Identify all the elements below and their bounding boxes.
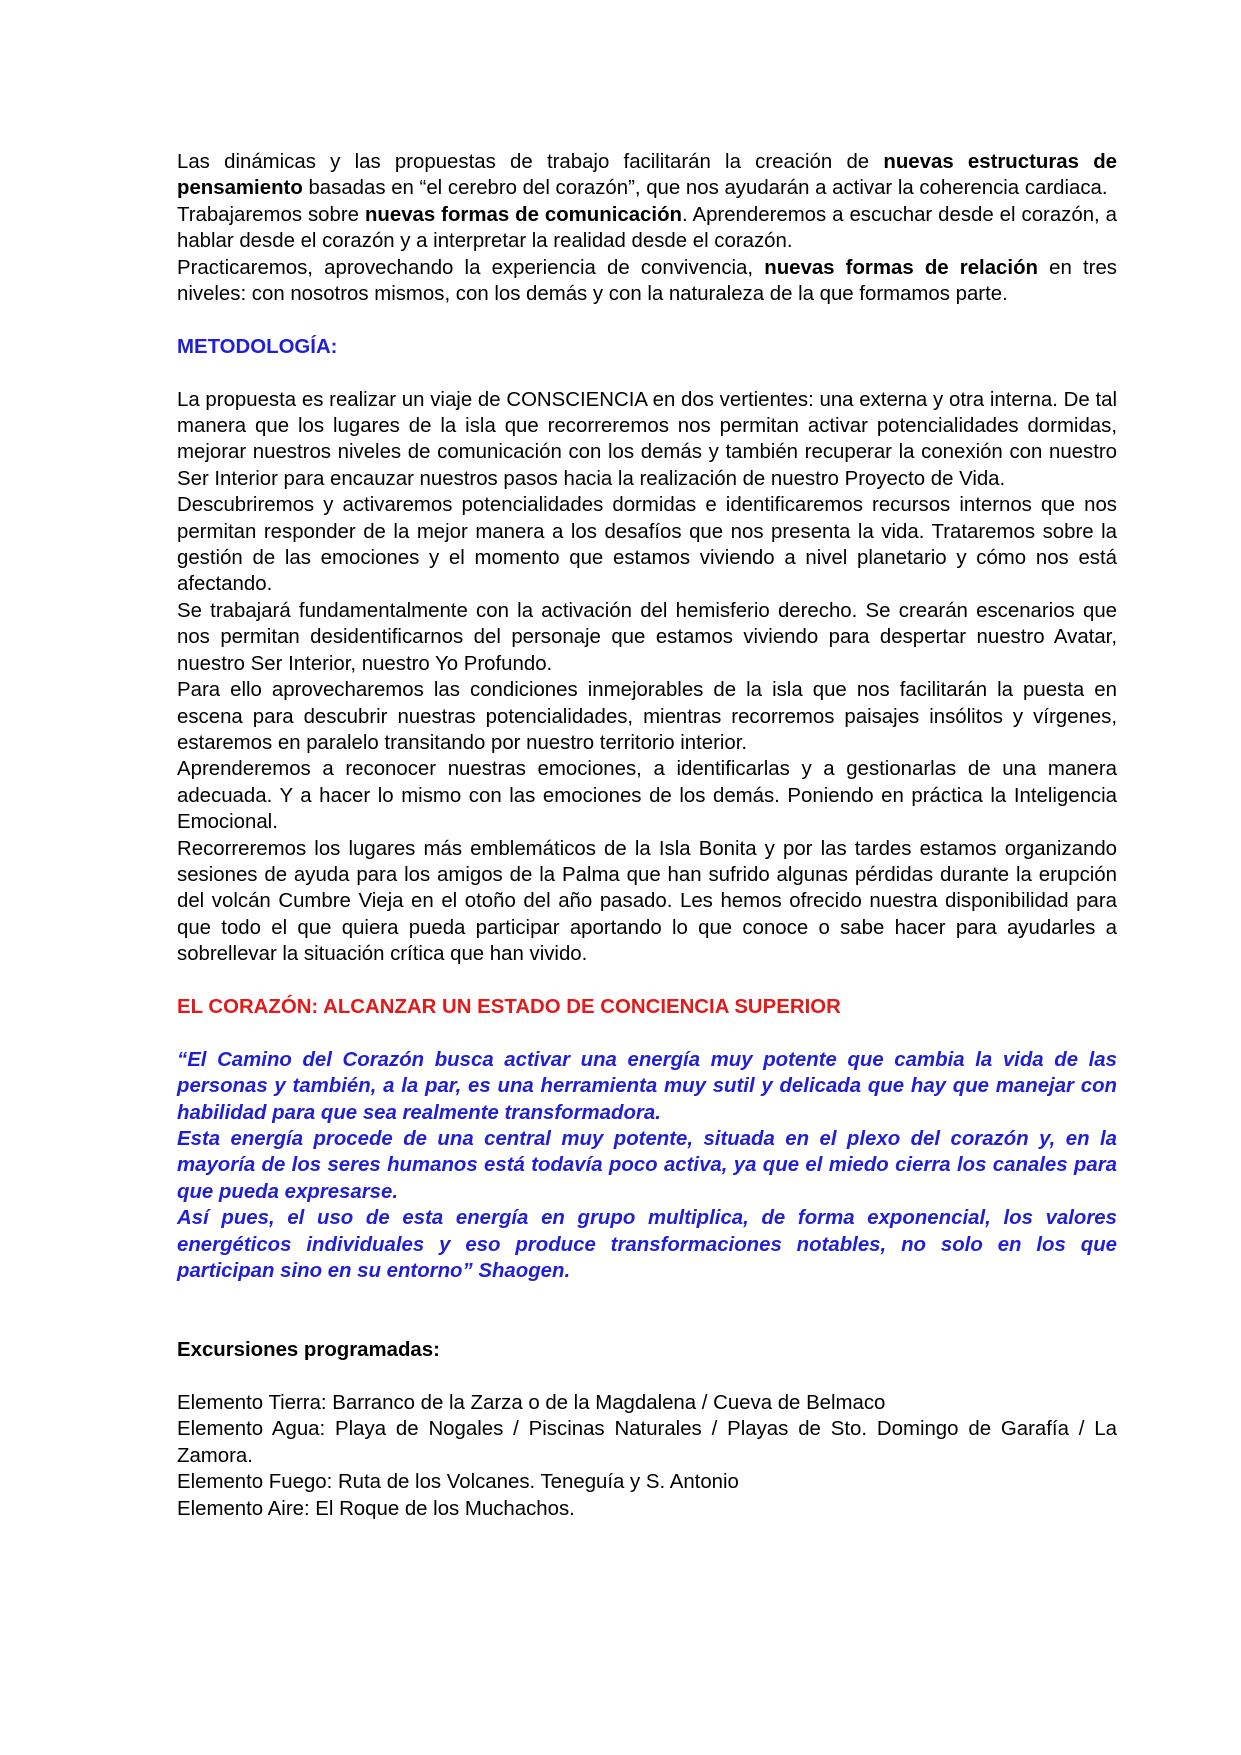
metodologia-heading: METODOLOGÍA: <box>177 335 338 358</box>
bold-phrase: nuevas formas de comunicación <box>364 203 682 226</box>
excursiones-heading: Excursiones programadas: <box>177 1339 440 1362</box>
metodologia-paragraph: Para ello aprovecharemos las condiciones inmejorables de la isla que nos facilitarán la puesta en escena para descubrir nuestras potencialidades, mientras recorremos paisajes insólitos y vírgenes, estaremos en paralelo transitando por nuestro territorio interior. <box>177 679 1117 754</box>
excursion-item: Elemento Aire: El Roque de los Muchachos. <box>177 1497 575 1520</box>
metodologia-paragraph: Se trabajará fundamentalmente con la activación del hemisferio derecho. Se crearán escenarios que nos permitan desidentificarnos del personaje que estamos viviendo para despertar nuestro Avatar, nuestro Ser Interior, nuestro Yo Profundo. <box>177 599 1117 675</box>
document-body <box>177 149 1117 1522</box>
quote-paragraph: Esta energía procede de una central muy potente, situada en el plexo del corazón y, en la mayoría de los seres humanos está todavía poco activa, ya que el miedo cierra los canales para que pueda expresarse. <box>177 1127 1117 1203</box>
metodologia-paragraph: Recorreremos los lugares más emblemáticos de la Isla Bonita y por las tardes estamos organizando sesiones de ayuda para los amigos de la Palma que han sufrido algunas pérdidas durante la erupción del volcán Cumbre Vieja en el otoño del año pasado. Les hemos ofrecido nuestra disponibilidad para que todo el que quiera pueda participar aportando lo que conoce o sabe hacer para ayudarles a sobrellevar la situación crítica que han vivido. <box>177 837 1117 966</box>
excursion-item: Elemento Tierra: Barranco de la Zarza o de la Magdalena / Cueva de Belmaco <box>177 1392 886 1414</box>
corazon-heading: EL CORAZÓN: ALCANZAR UN ESTADO DE CONCIENCIA SUPERIOR <box>177 995 841 1018</box>
quote-paragraph: Así pues, el uso de esta energía en grupo multiplica, de forma exponencial, los valores energéticos individuales y eso produce transformaciones notables, no solo en los que participan sino en su entorno” Shaogen. <box>177 1207 1117 1282</box>
metodologia-paragraph: Descubriremos y activaremos potencialidades dormidas e identificaremos recursos internos que nos permitan responder de la mejor manera a los desafíos que nos presenta la vida. Trataremos sobre la gestión de las emociones y el momento que estamos viviendo a nivel planetario y cómo nos está afectando. <box>177 494 1117 596</box>
bold-phrase: nuevas formas de relación <box>764 256 1038 279</box>
intro-paragraph-1: Las dinámicas y las propuestas de trabajo facilitarán la creación de nuevas estructuras de pensamiento basadas en “el cerebro del corazón”, que nos ayudarán a activar la coherencia cardiaca. <box>177 151 1118 200</box>
excursion-item: Elemento Fuego: Ruta de los Volcanes. Teneguía y S. Antonio <box>177 1471 739 1494</box>
excursion-item: Elemento Agua: Playa de Nogales / Piscinas Naturales / Playas de Sto. Domingo de Garafía / La Zamora. <box>177 1418 1117 1467</box>
bold-phrase: nuevas estructuras de pensamiento <box>177 151 1118 200</box>
metodologia-paragraph: La propuesta es realizar un viaje de CONSCIENCIA en dos vertientes: una externa y otra interna. De tal manera que los lugares de la isla que recorreremos nos permitan activar potencialidades dormidas, mejorar nuestros niveles de comunicación con los demás y también recuperar la conexión con nuestro Ser Interior para encauzar nuestros pasos hacia la realización de nuestro Proyecto de Vida. <box>177 388 1117 490</box>
intro-paragraph-2: Trabajaremos sobre nuevas formas de comunicación. Aprenderemos a escuchar desde el corazón, a hablar desde el corazón y a interpretar la realidad desde el corazón. <box>177 203 1117 253</box>
intro-paragraph-3: Practicaremos, aprovechando la experiencia de convivencia, nuevas formas de relación en tres niveles: con nosotros mismos, con los demás y con la naturaleza de la que formamos parte. <box>177 256 1117 306</box>
metodologia-paragraph: Aprenderemos a reconocer nuestras emociones, a identificarlas y a gestionarlas de una manera adecuada. Y a hacer lo mismo con las emociones de los demás. Poniendo en práctica la Inteligencia Emocional. <box>177 758 1117 834</box>
quote-paragraph: “El Camino del Corazón busca activar una energía muy potente que cambia la vida de las personas y también, a la par, es una herramienta muy sutil y delicada que hay que manejar con habilidad para que sea realmente transformadora. <box>177 1048 1117 1124</box>
